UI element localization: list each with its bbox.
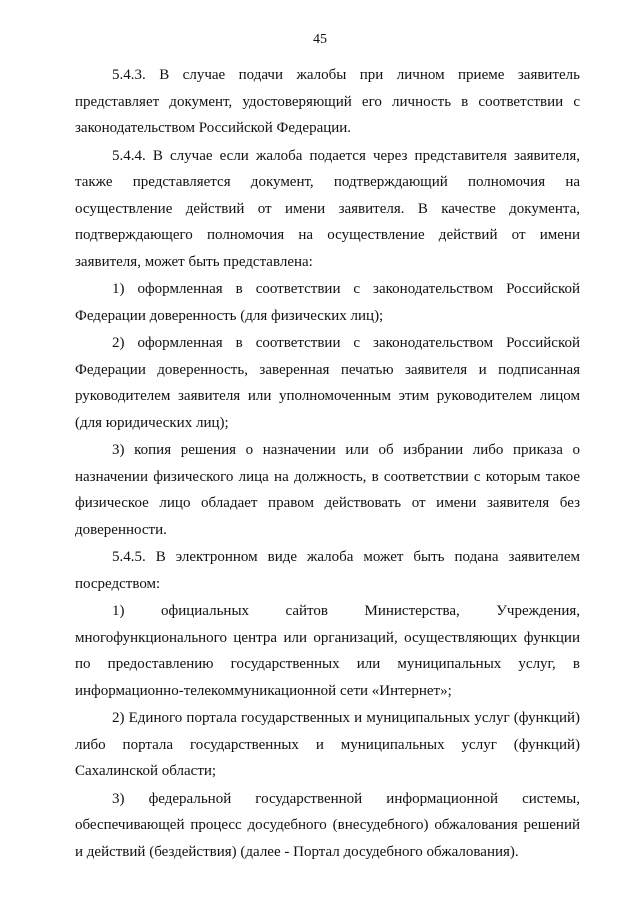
- paragraph-5-4-5: 5.4.5. В электронном виде жалоба может быть подана заявителем посредством:: [75, 549, 580, 592]
- list-item-official-websites: 1) официальных сайтов Министерства, Учреждения, многофункционального центра или организаций, осуществляющих функции по предоставлению государственных или муниципальных услуг, в информационно-телекоммуникационной сети «Интернет»;: [75, 603, 580, 699]
- list-item-appointment-decision-copy: 3) копия решения о назначении или об избрании либо приказа о назначении физического лица на должность, в соответствии с которым такое физическое лицо обладает правом действовать от имени заявителя без доверенности.: [75, 442, 580, 538]
- list-item-power-of-attorney-legal-entities: 2) оформленная в соответствии с законодательством Российской Федерации доверенность, заверенная печатью заявителя и подписанная руководителем заявителя или уполномоченным этим руководителем лицом (для юридических лиц);: [75, 335, 580, 431]
- paragraph-5-4-3: 5.4.3. В случае подачи жалобы при личном приеме заявитель представляет документ, удостоверяющий его личность в соответствии с законодательством Российской Федерации.: [75, 67, 580, 136]
- list-item-pretrial-appeal-portal: 3) федеральной государственной информационной системы, обеспечивающей процесс досудебного (внесудебного) обжалования решений и действий (бездействия) (далее - Портал досудебного обжалования).: [75, 790, 580, 860]
- page-number: 45: [313, 32, 327, 47]
- paragraph-5-4-4: 5.4.4. В случае если жалоба подается через представителя заявителя, также представляется документ, подтверждающий полномочия на осуществление действий от имени заявителя. В качестве документа, подтверждающего полномочия на осуществление действий от имени заявителя, может быть представлена:: [75, 147, 580, 270]
- list-item-power-of-attorney-individuals: 1) оформленная в соответствии с законодательством Российской Федерации доверенность (для физических лиц);: [75, 281, 580, 324]
- list-item-unified-portal: 2) Единого портала государственных и муниципальных услуг (функций) либо портала государственных и муниципальных услуг (функций) Сахалинской области;: [75, 710, 580, 779]
- document-body: [75, 62, 580, 865]
